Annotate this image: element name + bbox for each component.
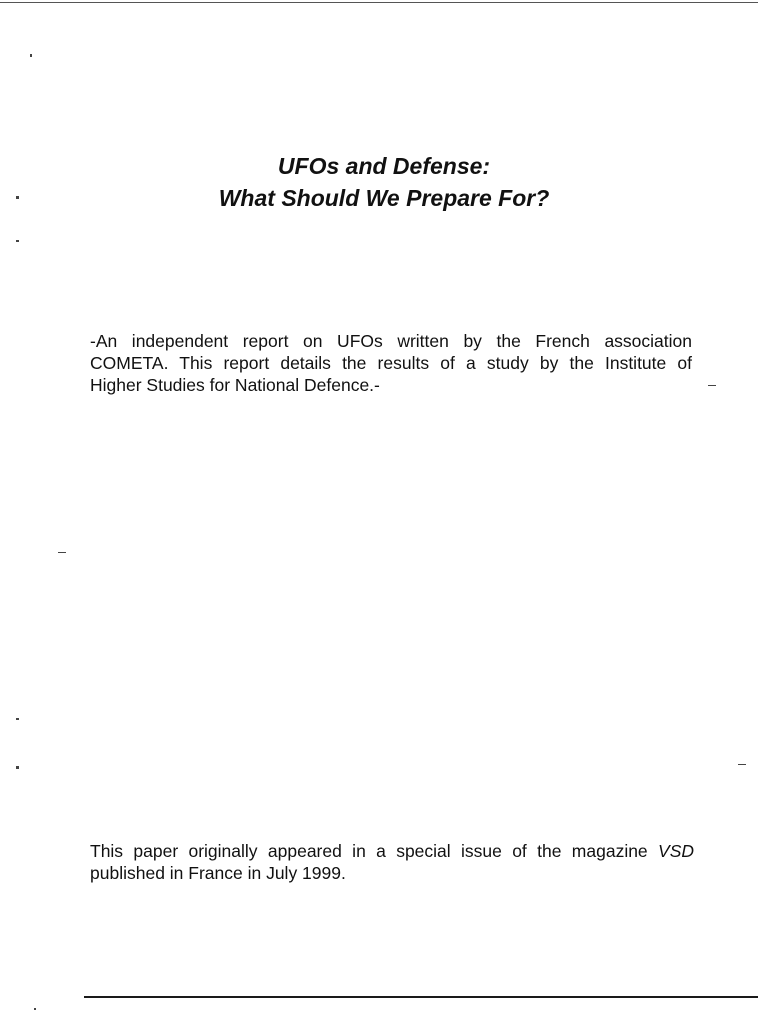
abstract-line-1: -An independent report on UFOs written by the French association: [90, 331, 692, 351]
scan-speck: [34, 1008, 36, 1010]
title-line-1: UFOs and Defense:: [277, 153, 491, 179]
scan-speck: [16, 196, 19, 199]
magazine-name: VSD: [658, 841, 694, 861]
top-border-line: [0, 2, 758, 3]
abstract-line-3: Higher Studies for National Defence.-: [90, 375, 380, 395]
scan-speck: [30, 54, 32, 57]
note-line-1-text: This paper originally appeared in a special issue of the magazine: [90, 841, 659, 861]
scan-speck: [16, 718, 19, 720]
publication-note: [90, 840, 694, 884]
scan-speck: [16, 240, 19, 242]
scan-speck: [708, 385, 716, 386]
document-title: [0, 150, 768, 214]
bottom-border-line: [84, 996, 758, 998]
scan-speck: [58, 552, 66, 553]
title-line-2: What Should We Prepare For?: [218, 185, 550, 211]
scan-speck: [16, 766, 19, 769]
abstract-line-2: COMETA. This report details the results of a study by the Institute of: [90, 353, 692, 373]
scan-speck: [738, 764, 746, 765]
abstract-paragraph: [90, 330, 692, 396]
note-line-2: published in France in July 1999.: [90, 863, 346, 883]
note-line-1: [90, 840, 694, 862]
